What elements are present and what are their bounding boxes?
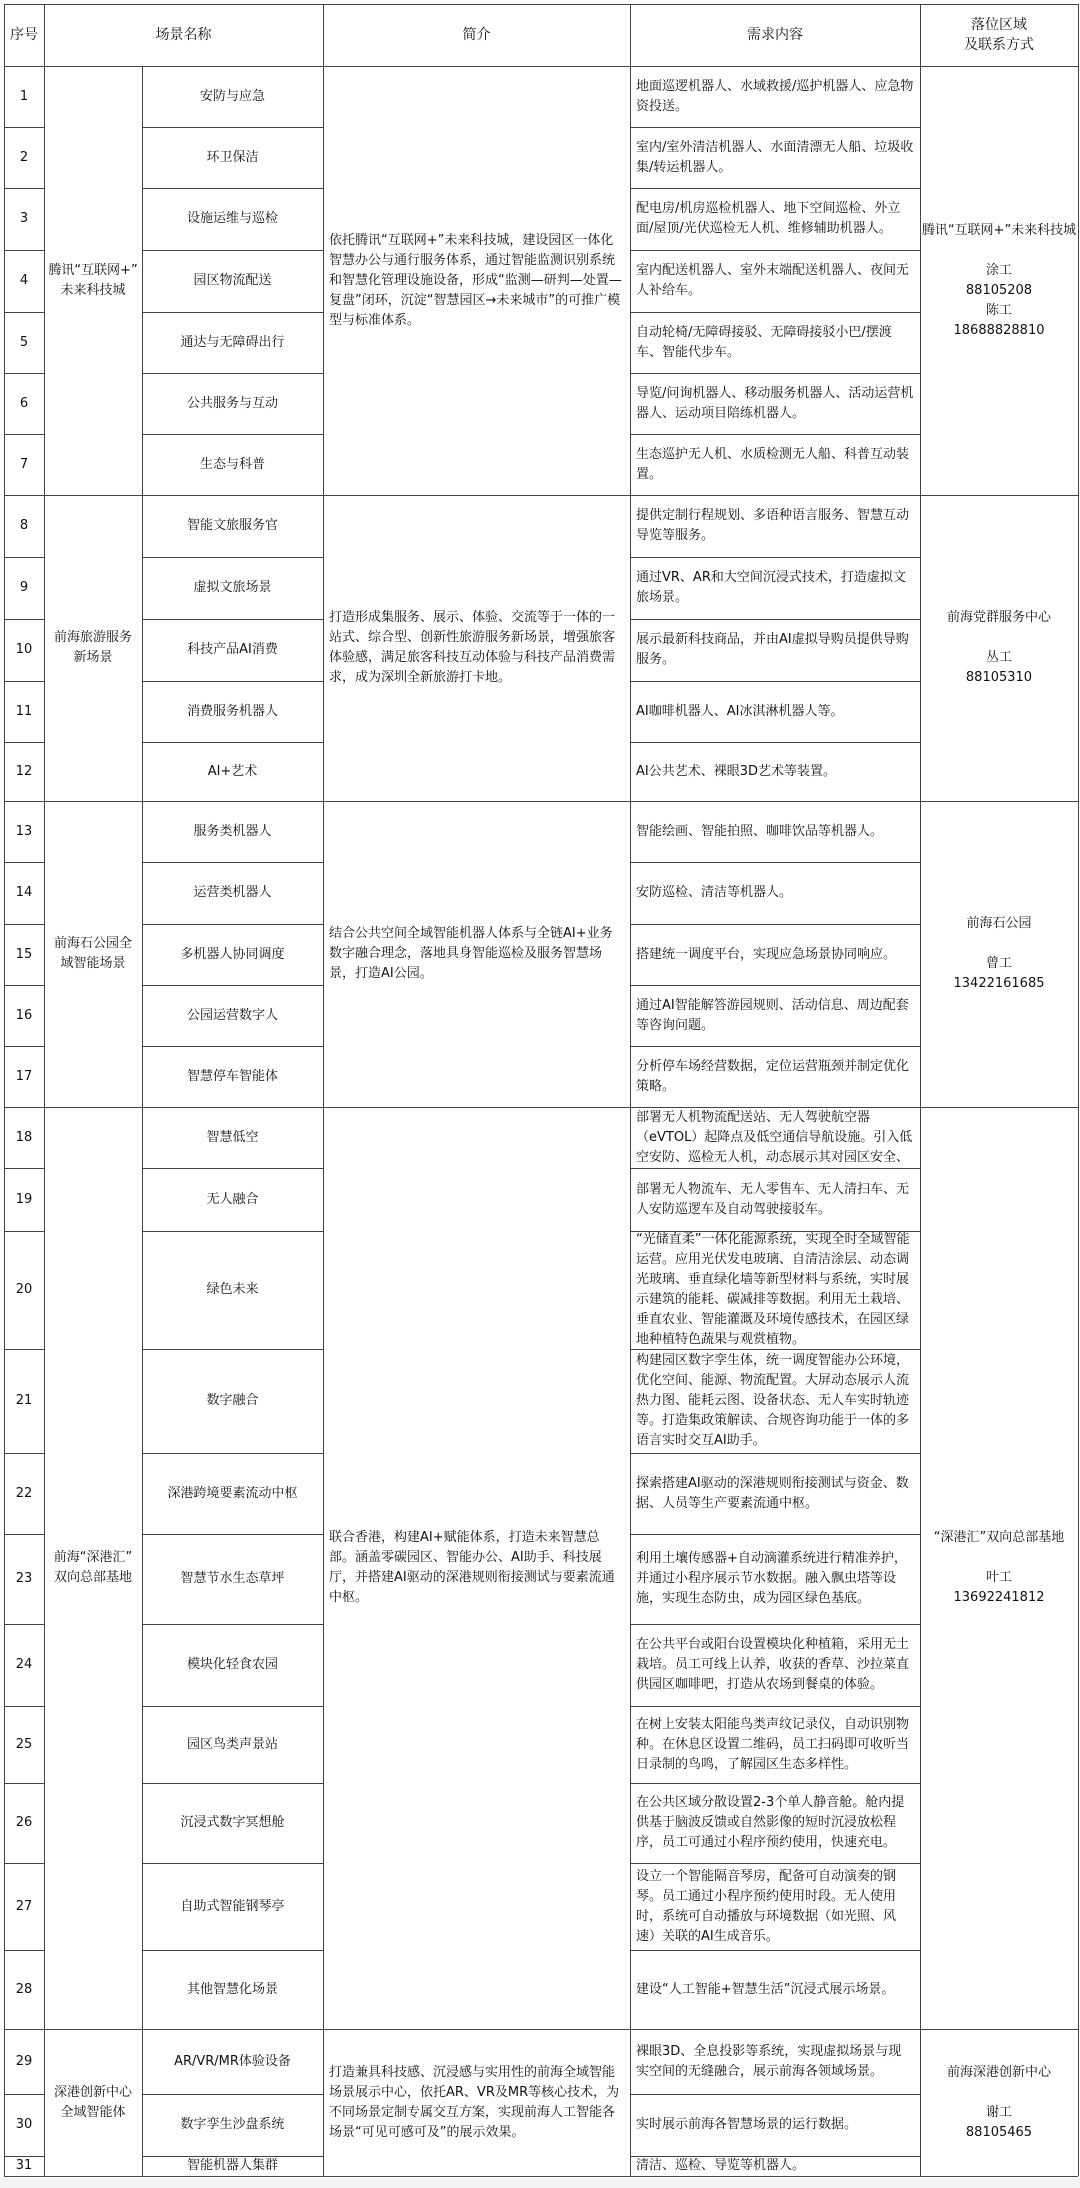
demand-content: 智能绘画、智能拍照、咖啡饮品等机器人。 [636, 823, 884, 839]
demand-content: AI公共艺术、裸眼3D艺术等装置。 [636, 763, 837, 779]
scene-name: 智慧停车智能体 [186, 1068, 278, 1084]
group-divider [4, 2176, 1078, 2177]
demand-content: AI咖啡机器人、AI冰淇淋机器人等。 [636, 703, 844, 719]
row-divider [142, 250, 323, 251]
row-divider [142, 985, 323, 986]
scene-name: 多机器人协同调度 [180, 946, 285, 962]
row-divider [630, 373, 920, 374]
row-divider [630, 1453, 920, 1454]
row-number: 8 [19, 518, 29, 533]
row-divider [4, 681, 44, 682]
row-number: 5 [19, 334, 29, 350]
row-number: 29 [15, 2053, 33, 2069]
row-divider [630, 557, 920, 558]
group-name: 腾讯“互联网+” 未来科技城 [48, 262, 138, 298]
row-number: 14 [15, 885, 33, 900]
group-divider [4, 801, 1078, 802]
demand-content: 设立一个智能隔音琴房，配备可自动演奏的钢琴。员工通过小程序预约使用时段。无人使用时，系统可自动播放与环境数据（如光照、风速）关联的AI生成音乐。 [636, 1868, 897, 1944]
scene-name: 生态与科普 [199, 456, 265, 472]
row-number: 30 [15, 2117, 33, 2132]
row-divider [4, 373, 44, 374]
row-divider [630, 127, 920, 128]
scene-name: AR/VR/MR体验设备 [174, 2053, 291, 2069]
row-divider [630, 1231, 920, 1232]
row-divider [4, 1783, 44, 1784]
demand-content: 安防巡检、清洁等机器人。 [636, 885, 793, 900]
row-number: 16 [15, 1007, 33, 1023]
demand-content: 配电房/机房巡检机器人、地下空间巡检、外立面/屋顶/光伏巡检无人机、维修辅助机器人。 [636, 201, 901, 236]
col-divider [142, 66, 143, 2176]
row-number: 9 [19, 580, 29, 595]
row-number: 22 [15, 1485, 33, 1501]
row-divider [4, 434, 44, 435]
row-divider [630, 312, 920, 313]
row-number: 6 [19, 395, 29, 411]
row-number: 3 [19, 211, 29, 226]
demand-content: 部署无人物流车、无人零售车、无人清扫车、无人安防巡逻车及自动驾驶接驳车。 [636, 1181, 910, 1217]
row-divider [142, 373, 323, 374]
demand-content: 在公共区域分散设置2-3个单人静音舱。舱内提供基于脑波反馈或自然影像的短时沉浸放松程序，员工可通过小程序预约使用，快速充电。 [636, 1795, 905, 1850]
row-divider [630, 985, 920, 986]
demand-content: 部署无人机物流配送站、无人驾驶航空器（eVTOL）起降点及低空通信导航设施。引入低空安防、巡检无人机，动态展示其对园区安全、 [636, 1109, 913, 1165]
row-divider [4, 1863, 44, 1864]
group-region-contact: 前海党群服务中心 丛工 88105310 [946, 610, 1051, 685]
row-divider [4, 312, 44, 313]
scene-name: AI+艺术 [207, 763, 258, 779]
demand-content: 提供定制行程规划、多语种语言服务、智慧互动导览等服务。 [636, 508, 910, 543]
demand-content: 通过VR、AR和大空间沉浸式技术，打造虚拟文旅场景。 [636, 570, 906, 605]
scene-name: 通达与无障碍出行 [180, 334, 285, 350]
group-region-contact: 前海石公园 曾工 13422161685 [953, 916, 1045, 991]
demand-content: 构建园区数字孪生体，统一调度智能办公环境，优化空间、能源、物流配置。大屏动态展示人流热力图、能耗云图、设备状态、无人车实时轨迹等。打造集政策解读、合规咨询功能于一体的多语言实时交互AI助手。 [636, 1353, 910, 1448]
row-divider [630, 1624, 920, 1625]
row-number: 1 [19, 88, 29, 104]
header-scene-name: 场景名称 [155, 27, 212, 43]
scene-name: 园区物流配送 [193, 273, 272, 288]
demand-content: 清洁、巡检、导览等机器人。 [636, 2158, 806, 2173]
row-divider [142, 434, 323, 435]
row-divider [4, 1231, 44, 1232]
row-number: 27 [15, 1898, 33, 1914]
demand-content: 建设“人工智能+智慧生活”沉浸式展示场景。 [636, 1981, 895, 1997]
demand-content: 展示最新科技商品，并由AI虚拟导购员提供导购服务。 [636, 632, 909, 667]
row-divider [142, 1168, 323, 1169]
row-divider [4, 1534, 44, 1535]
scene-name: 数字融合 [206, 1393, 259, 1408]
row-divider [630, 924, 920, 925]
col-divider [920, 4, 921, 2176]
demand-content: 室内/室外清洁机器人、水面清漂无人船、垃圾收集/转运机器人。 [636, 139, 914, 175]
row-divider [4, 250, 44, 251]
row-divider [142, 2094, 323, 2095]
header-seq: 序号 [10, 27, 38, 43]
group-name: 深港创新中心 全域智能体 [53, 2084, 132, 2120]
row-divider [630, 434, 920, 435]
row-number: 4 [19, 273, 29, 288]
scene-name: 智能机器人集群 [186, 2158, 278, 2173]
demand-content: 自动轮椅/无障碍接驳、无障碍接驳小巴/摆渡车、智能代步车。 [636, 324, 892, 360]
header-divider [4, 66, 1078, 67]
group-name: 前海石公园全 域智能场景 [53, 936, 132, 971]
row-divider [4, 1349, 44, 1350]
row-divider [142, 2156, 323, 2157]
row-divider [4, 188, 44, 189]
header-demand: 需求内容 [747, 27, 803, 43]
group-intro: 打造形成集服务、展示、体验、交流等于一体的一站式、综合型、创新性旅游服务新场景，增强旅客体验感，满足旅客科技互动体验与科技产品消费需求，成为深圳全新旅游打卡地。 [329, 610, 616, 685]
row-divider [142, 188, 323, 189]
row-divider [142, 619, 323, 620]
scene-name: 沉浸式数字冥想舱 [180, 1815, 285, 1830]
row-divider [142, 1046, 323, 1047]
row-divider [142, 312, 323, 313]
group-intro: 依托腾讯“互联网+”未来科技城，建设园区一体化智慧办公与通行服务体系，通过智能监测识别系统和智慧化管理设施设备，形成“监测—研判—处置—复盘”闭环，沉淀“智慧园区→未来城市”的可推广模型与标准体系。 [329, 232, 622, 328]
row-divider [142, 1950, 323, 1951]
row-divider [4, 2094, 44, 2095]
row-number: 28 [15, 1981, 33, 1997]
scene-name: 设施运维与巡检 [186, 211, 278, 226]
scene-name: 科技产品AI消费 [187, 642, 278, 657]
row-number: 10 [15, 642, 33, 657]
demand-content: “光储直柔”一体化能源系统，实现全时全域智能运营。应用光伏发电玻璃、自清洁涂层、动态调光玻璃、垂直绿化墙等新型材料与系统，实时展示建筑的能耗、碳减排等数据。利用无土栽培、垂直农业、智能灌溉及环境传感技术，在园区绿地种植特色蔬果与观赏植物。 [636, 1232, 910, 1347]
row-number: 11 [15, 703, 33, 719]
group-divider [4, 2029, 1078, 2030]
row-number: 19 [15, 1191, 33, 1207]
scene-name: 安防与应急 [199, 88, 265, 104]
scene-name: 消费服务机器人 [186, 703, 278, 719]
row-divider [142, 1783, 323, 1784]
scene-name: 公园运营数字人 [186, 1007, 278, 1023]
row-divider [630, 1168, 920, 1169]
demand-content: 实时展示前海各智慧场景的运行数据。 [636, 2117, 858, 2132]
row-divider [142, 1453, 323, 1454]
row-divider [630, 2156, 920, 2157]
row-number: 15 [15, 946, 33, 962]
demand-content: 在树上安装太阳能鸟类声纹记录仪，自动识别物种。在休息区设置二维码，员工扫码即可收听当日录制的鸟鸣，了解园区生态多样性。 [636, 1716, 910, 1772]
row-divider [4, 127, 44, 128]
header-region: 落位区域 及联系方式 [964, 17, 1034, 53]
table-border-right [1078, 4, 1079, 2176]
row-divider [4, 1453, 44, 1454]
table-border-top [4, 4, 1078, 5]
scene-name: 智慧节水生态草坪 [180, 1571, 285, 1586]
row-divider [4, 2156, 44, 2157]
demand-content: 地面巡逻机器人、水域救援/巡护机器人、应急物资投送。 [636, 78, 914, 114]
scene-name: 数字孪生沙盘系统 [180, 2117, 285, 2132]
row-number: 23 [15, 1571, 33, 1586]
row-divider [4, 1950, 44, 1951]
row-divider [142, 742, 323, 743]
row-divider [4, 1168, 44, 1169]
group-divider [4, 495, 1078, 496]
row-divider [630, 1349, 920, 1350]
row-number: 24 [15, 1657, 33, 1672]
group-region-contact: 腾讯“互联网+”未来科技城 涂工 88105208 陈工 18688828810 [921, 222, 1077, 338]
demand-content: 通过AI智能解答游园规则、活动信息、周边配套等咨询问题。 [636, 997, 909, 1033]
scene-name: 无人融合 [206, 1191, 259, 1207]
row-number: 31 [15, 2158, 33, 2173]
scene-name: 环卫保洁 [206, 149, 259, 165]
scene-name: 模块化轻食农园 [186, 1657, 278, 1672]
row-divider [630, 1706, 920, 1707]
row-number: 21 [15, 1393, 33, 1408]
scene-name: 虚拟文旅场景 [193, 580, 272, 595]
col-divider [44, 4, 45, 2176]
demand-content: 裸眼3D、全息投影等系统，实现虚拟场景与现实空间的无缝融合，展示前海各领域场景。 [636, 2043, 902, 2079]
header-intro: 简介 [462, 27, 491, 43]
demand-content: 导览/问询机器人、移动服务机器人、活动运营机器人、运动项目陪练机器人。 [636, 385, 914, 421]
group-region-contact: 前海深港创新中心 谢工 88105465 [946, 2064, 1051, 2140]
row-number: 20 [15, 1282, 33, 1297]
row-divider [630, 1046, 920, 1047]
demand-content: 室内配送机器人、室外末端配送机器人、夜间无人补给车。 [636, 263, 910, 298]
row-divider [142, 1706, 323, 1707]
row-divider [4, 862, 44, 863]
row-divider [630, 862, 920, 863]
col-divider [630, 4, 631, 2176]
row-number: 17 [15, 1068, 33, 1084]
scene-name: 运营类机器人 [193, 885, 272, 900]
scene-name: 智慧低空 [206, 1129, 259, 1145]
group-intro: 打造兼具科技感、沉浸感与实用性的前海全域智能场景展示中心，依托AR、VR及MR等核心技术，为不同场景定制专属交互方案，实现前海人工智能各场景“可见可感可及”的展示效果。 [329, 2064, 620, 2140]
row-divider [630, 1783, 920, 1784]
row-divider [630, 188, 920, 189]
demand-content: 搭建统一调度平台，实现应急场景协同响应。 [636, 946, 897, 962]
row-divider [142, 681, 323, 682]
row-divider [630, 2094, 920, 2095]
row-divider [630, 250, 920, 251]
scene-name: 其他智慧化场景 [186, 1981, 278, 1997]
row-number: 18 [15, 1129, 33, 1145]
scene-name: 智能文旅服务官 [186, 518, 278, 533]
row-number: 26 [15, 1815, 33, 1830]
row-number: 12 [15, 763, 33, 779]
page-bottom-strip [0, 2178, 1080, 2188]
row-divider [142, 127, 323, 128]
scene-name: 绿色未来 [206, 1282, 259, 1297]
group-name: 前海“深港汇” 双向总部基地 [53, 1550, 133, 1585]
row-divider [142, 1231, 323, 1232]
row-divider [142, 557, 323, 558]
row-divider [4, 985, 44, 986]
scene-name: 深港跨境要素流动中枢 [167, 1485, 298, 1501]
row-divider [142, 1349, 323, 1350]
demand-content: 在公共平台或阳台设置模块化种植箱，采用无土栽培。员工可线上认养，收获的香草、沙拉菜直供园区咖啡吧，打造从农场到餐桌的体验。 [636, 1637, 910, 1692]
demand-content: 分析停车场经营数据，定位运营瓶颈并制定优化策略。 [636, 1058, 910, 1094]
row-divider [4, 619, 44, 620]
row-divider [630, 1534, 920, 1535]
row-divider [630, 619, 920, 620]
row-divider [142, 924, 323, 925]
row-divider [630, 742, 920, 743]
group-divider [4, 1107, 1078, 1108]
row-divider [142, 1624, 323, 1625]
row-divider [142, 1863, 323, 1864]
row-divider [142, 1534, 323, 1535]
scene-name: 园区鸟类声景站 [186, 1736, 278, 1752]
row-divider [630, 1950, 920, 1951]
row-number: 7 [19, 456, 29, 472]
row-divider [4, 742, 44, 743]
row-divider [630, 681, 920, 682]
demand-content: 生态巡护无人机、水质检测无人船、科普互动装置。 [636, 446, 910, 482]
col-divider [323, 4, 324, 2176]
row-divider [4, 1706, 44, 1707]
row-number: 13 [15, 823, 33, 839]
scene-name: 公共服务与互动 [186, 395, 278, 411]
group-region-contact: “深港汇”双向总部基地 叶工 13692241812 [933, 1530, 1065, 1605]
row-divider [630, 1863, 920, 1864]
group-intro: 联合香港，构建AI+赋能体系，打造未来智慧总部。涵盖零碳园区、智能办公、AI助手、科技展厅，并搭建AI驱动的深港规则衔接测试与要素流通中枢。 [329, 1530, 615, 1605]
row-divider [4, 1046, 44, 1047]
row-divider [142, 862, 323, 863]
row-divider [4, 924, 44, 925]
group-name: 前海旅游服务 新场景 [53, 630, 132, 665]
row-number: 2 [19, 149, 29, 165]
row-number: 25 [15, 1736, 33, 1752]
row-divider [4, 1624, 44, 1625]
scene-name: 服务类机器人 [193, 823, 272, 839]
table-border-left [4, 4, 5, 2176]
scene-name: 自助式智能钢琴亭 [180, 1898, 285, 1914]
demand-content: 探索搭建AI驱动的深港规则衔接测试与资金、数据、人员等生产要素流通中枢。 [636, 1475, 909, 1511]
group-intro: 结合公共空间全域智能机器人体系与全链AI+业务数字融合理念，落地具身智能巡检及服务智慧场景，打造AI公园。 [329, 926, 613, 981]
row-divider [4, 557, 44, 558]
demand-content: 利用土壤传感器+自动滴灌系统进行精准养护，并通过小程序展示节水数据。融入飘虫塔等设施，实现生态防虫，成为园区绿色基底。 [636, 1551, 907, 1606]
